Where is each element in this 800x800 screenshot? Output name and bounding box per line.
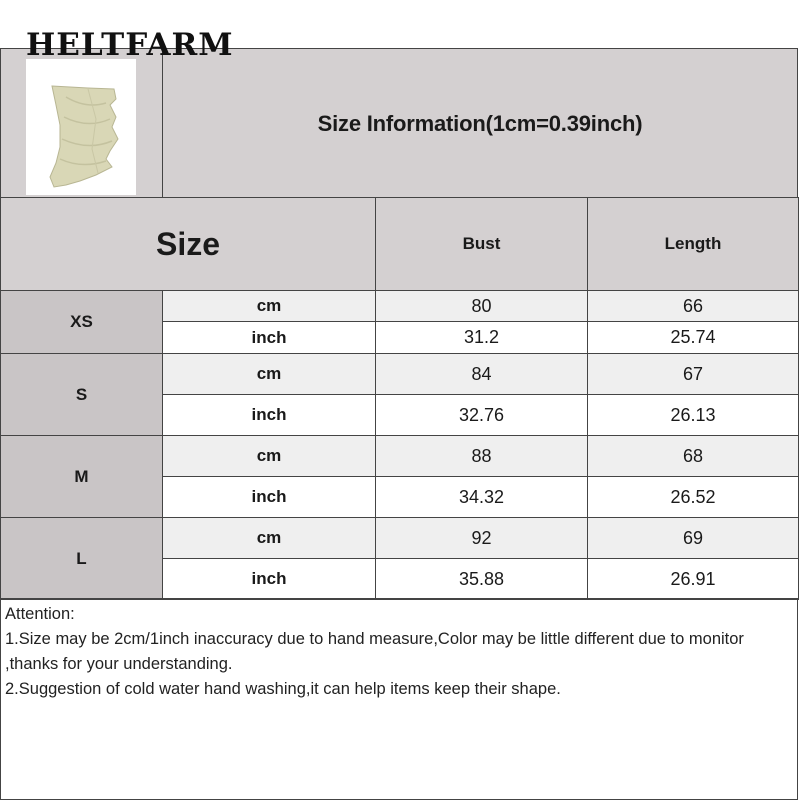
size-column-header: Size [1, 198, 376, 291]
unit-cell: inch [163, 477, 376, 518]
size-label-xs: XS [1, 291, 163, 354]
size-label-s: S [1, 354, 163, 436]
brand-logo: HELTFARM [26, 27, 234, 63]
unit-cell: inch [163, 395, 376, 436]
product-image-cell [1, 49, 163, 198]
bust-column-header: Bust [376, 198, 588, 291]
length-value: 68 [588, 436, 799, 477]
table-header-row [1, 198, 799, 291]
size-label-m: M [1, 436, 163, 518]
unit-cell: cm [163, 291, 376, 322]
unit-cell: cm [163, 354, 376, 395]
bust-value: 88 [376, 436, 588, 477]
bust-value: 32.76 [376, 395, 588, 436]
unit-cell: inch [163, 322, 376, 354]
size-label-l: L [1, 518, 163, 600]
table-row [1, 354, 799, 395]
note-line: 2.Suggestion of cold water hand washing,it can help items keep their shape. [5, 680, 561, 698]
length-column-header: Length [588, 198, 799, 291]
size-info-header [0, 48, 798, 197]
length-value: 69 [588, 518, 799, 559]
length-value: 26.91 [588, 559, 799, 600]
size-chart-table [0, 197, 799, 600]
unit-cell: cm [163, 518, 376, 559]
bust-value: 80 [376, 291, 588, 322]
length-value: 26.52 [588, 477, 799, 518]
attention-notes [0, 598, 798, 800]
bust-value: 31.2 [376, 322, 588, 354]
tube-top-icon [26, 59, 136, 195]
table-row [1, 518, 799, 559]
bust-value: 34.32 [376, 477, 588, 518]
notes-heading: Attention: [5, 605, 75, 623]
bust-value: 84 [376, 354, 588, 395]
size-info-title-cell [163, 49, 797, 198]
table-row [1, 436, 799, 477]
length-value: 25.74 [588, 322, 799, 354]
length-value: 67 [588, 354, 799, 395]
note-line: 1.Size may be 2cm/1inch inaccuracy due to hand measure,Color may be little different due to monitor ,thanks for your understanding. [5, 630, 744, 673]
unit-cell: cm [163, 436, 376, 477]
table-row [1, 291, 799, 322]
length-value: 26.13 [588, 395, 799, 436]
bust-value: 92 [376, 518, 588, 559]
size-info-title: Size Information(1cm=0.39inch) [317, 110, 643, 136]
unit-cell: inch [163, 559, 376, 600]
product-image [26, 59, 136, 195]
length-value: 66 [588, 291, 799, 322]
bust-value: 35.88 [376, 559, 588, 600]
